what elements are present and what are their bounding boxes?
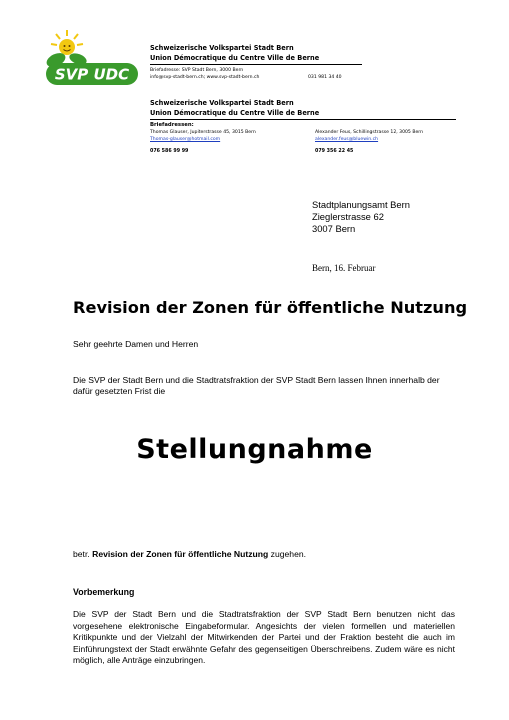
party-name-fr: Union Démocratique du Centre Ville de Berne xyxy=(150,54,320,62)
section-heading-preliminary: Vorbemerkung xyxy=(73,587,135,597)
regarding-suffix: zugehen. xyxy=(268,549,307,559)
recipient-line-1: Stadtplanungsamt Bern xyxy=(312,199,410,210)
regarding-line xyxy=(73,549,306,559)
recipient-line-3: 3007 Bern xyxy=(312,223,356,234)
recipient-address xyxy=(312,199,410,235)
addresses-heading: Briefadressen: xyxy=(150,122,194,128)
contact-right-email[interactable]: alexander.feus@bluewin.ch xyxy=(315,137,379,142)
party-name-de-2: Schweizerische Volkspartei Stadt Bern xyxy=(150,99,294,107)
party-name-de: Schweizerische Volkspartei Stadt Bern xyxy=(150,44,294,52)
body-paragraph: Die SVP der Stadt Bern und die Stadtratsfraktion der SVP Stadt Bern benutzen nicht das vorgesehene elektronische Eingabeformular. Angesichts der vielen formellen und materiellen Kritikpunkte und der Vielzahl der Mitwirkenden der Partei und der Fraktion besteht die auch im Einführungstext der Stadt erwähnte Gefahr des gegenseitigen Überschreibens. Zudem wäre es nicht möglich, alle Anträge einzubringen. xyxy=(73,609,455,666)
letterhead-divider-2 xyxy=(150,119,456,120)
svp-udc-logo xyxy=(44,28,140,90)
contact-left-phone: 076 586 99 99 xyxy=(150,149,189,154)
contact-left-address: Thomas Glauser, Jupiterstrasse 45, 3015 Bern xyxy=(150,130,256,135)
regarding-prefix: betr. xyxy=(73,549,93,559)
logo-text: SVP UDC xyxy=(54,65,130,84)
regarding-subject: Revision der Zonen für öffentliche Nutzung xyxy=(92,549,269,559)
statement-heading: Stellungnahme xyxy=(136,434,373,465)
letter-date: Bern, 16. Februar xyxy=(312,263,376,273)
letterhead-party-info xyxy=(150,43,362,81)
contact-right-phone: 079 356 22 45 xyxy=(315,149,354,154)
mailing-address: Briefadresse: SVP Stadt Bern, 3000 Bern xyxy=(150,68,244,73)
party-name-fr-2: Union Démocratique du Centre Ville de Berne xyxy=(150,109,320,117)
contact-left-email[interactable]: Thomas-glauser@hotmail.com xyxy=(150,137,221,142)
party-phone: 031 981 34 40 xyxy=(308,75,342,80)
salutation: Sehr geehrte Damen und Herren xyxy=(73,339,199,349)
letterhead-contacts xyxy=(150,98,456,155)
recipient-line-2: Zieglerstrasse 62 xyxy=(312,211,384,222)
letterhead-divider xyxy=(150,64,362,65)
party-contact: info@svp-stadt-bern.ch; www.svp-stadt-bern.ch xyxy=(150,75,260,80)
intro-paragraph: Die SVP der Stadt Bern und die Stadtratsfraktion der SVP Stadt Bern lassen Ihnen innerhalb der dafür gesetzten Frist die xyxy=(73,375,440,396)
document-title: Revision der Zonen für öffentliche Nutzung xyxy=(73,298,468,317)
contact-right-address: Alexander Feus, Schillingstrasse 12, 3005 Bern xyxy=(315,130,424,135)
